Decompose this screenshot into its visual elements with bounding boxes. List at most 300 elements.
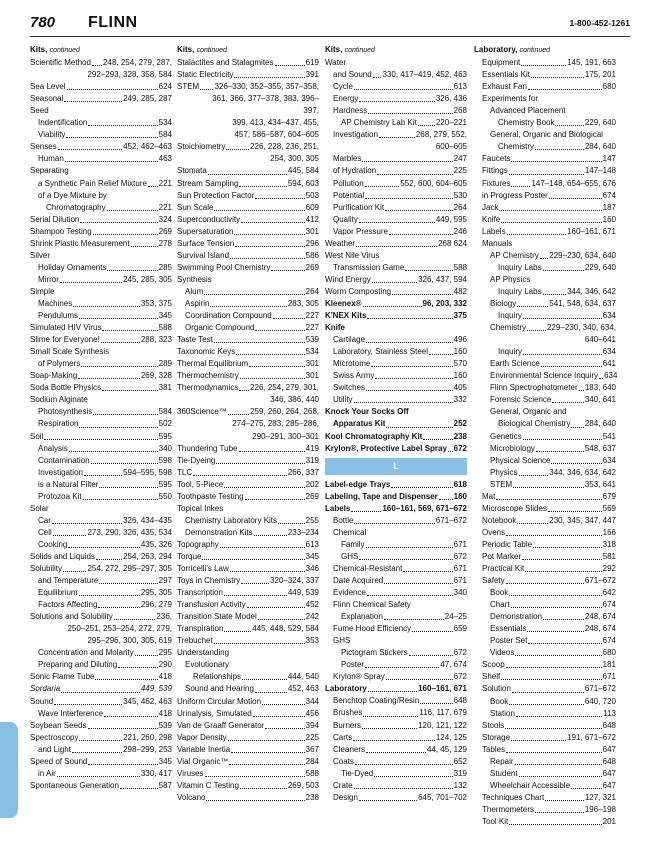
dot-leader bbox=[64, 100, 122, 102]
index-term: Tool Kit bbox=[482, 817, 509, 826]
index-entry bbox=[30, 57, 172, 69]
index-entry bbox=[474, 816, 616, 828]
dot-leader bbox=[208, 173, 287, 175]
page-references: 659 bbox=[453, 624, 467, 634]
index-entry bbox=[177, 443, 319, 455]
dot-leader bbox=[262, 703, 305, 705]
index-term: Quality bbox=[333, 214, 358, 224]
page-references: 680 bbox=[602, 82, 616, 92]
dot-leader bbox=[365, 185, 400, 187]
dot-leader bbox=[515, 763, 602, 765]
index-term: Evidence bbox=[333, 588, 366, 598]
dot-leader bbox=[525, 570, 601, 572]
index-entry bbox=[474, 57, 616, 69]
page-references: 671 bbox=[602, 672, 616, 682]
index-entry bbox=[30, 394, 172, 406]
page-references: 269, 503 bbox=[287, 780, 319, 790]
index-term: Chemistry Book bbox=[498, 118, 555, 128]
index-term: Practical Kit bbox=[482, 564, 525, 574]
index-term: a Synthetic Pain Relief Mixture bbox=[38, 178, 147, 188]
index-entry bbox=[30, 370, 172, 382]
page-references: 246 bbox=[453, 226, 467, 236]
index-entry bbox=[30, 226, 172, 238]
index-entry bbox=[30, 671, 172, 683]
index-term: Slime for Everyone! bbox=[30, 335, 100, 345]
page-references: 647 bbox=[602, 780, 616, 790]
index-entry bbox=[177, 768, 319, 780]
index-entry bbox=[177, 635, 319, 647]
index-term: Labeling, Tape and Dispenser bbox=[325, 491, 438, 501]
index-entry bbox=[177, 575, 319, 587]
page-references: 588 bbox=[158, 323, 172, 333]
index-term: Spectroscopy bbox=[30, 732, 79, 742]
page-references: 181 bbox=[602, 660, 616, 670]
index-entry bbox=[325, 394, 467, 406]
page-references: 127, 321 bbox=[584, 792, 616, 802]
page-references: 160 bbox=[453, 491, 467, 501]
page-references: 225 bbox=[305, 732, 319, 742]
index-entry bbox=[30, 358, 172, 370]
page-references: 346 bbox=[305, 564, 319, 574]
index-term: Poster Set bbox=[490, 636, 528, 646]
page-references: 674 bbox=[602, 190, 616, 200]
index-entry bbox=[177, 659, 319, 671]
dot-leader bbox=[516, 715, 602, 717]
index-entry bbox=[325, 792, 467, 804]
index-entry bbox=[474, 720, 616, 732]
page-references: 652 bbox=[453, 756, 467, 766]
page-references: 391 bbox=[305, 70, 319, 80]
page-references: 340 bbox=[158, 443, 172, 453]
index-entry bbox=[177, 708, 319, 720]
dot-leader bbox=[389, 233, 453, 235]
index-term: Book bbox=[490, 588, 509, 598]
index-entry bbox=[177, 720, 319, 732]
dot-leader bbox=[98, 606, 139, 608]
index-entry bbox=[325, 431, 467, 443]
page-references: 569 bbox=[602, 503, 616, 513]
index-entry bbox=[325, 346, 467, 358]
dot-leader bbox=[224, 486, 304, 488]
index-entry bbox=[30, 286, 172, 298]
index-entry bbox=[325, 93, 467, 105]
index-term: Sodium Alginate bbox=[30, 395, 88, 405]
index-term: Stomata bbox=[177, 166, 207, 176]
index-term: Swimming Pool Chemistry bbox=[177, 262, 271, 272]
dot-leader bbox=[83, 498, 158, 500]
dot-leader bbox=[68, 546, 140, 548]
index-entry bbox=[30, 117, 172, 129]
dot-leader bbox=[375, 377, 452, 379]
index-term: Silver bbox=[30, 250, 51, 260]
dot-leader bbox=[234, 76, 304, 78]
index-term: Transcription bbox=[177, 588, 223, 598]
index-entry bbox=[177, 479, 319, 491]
index-entry bbox=[474, 804, 616, 816]
page-references: 618 bbox=[453, 479, 467, 489]
page-references: 269 bbox=[305, 262, 319, 272]
index-term: Notebook bbox=[482, 515, 517, 525]
page-references: 674 bbox=[602, 636, 616, 646]
index-term: Cooking bbox=[38, 539, 68, 549]
index-term: Evolutionary bbox=[185, 660, 230, 670]
page-references: 581 bbox=[602, 551, 616, 561]
dot-leader bbox=[409, 654, 453, 656]
index-entry bbox=[177, 310, 319, 322]
page-references: 642 bbox=[602, 588, 616, 598]
index-term: Kool Chromatography Kit bbox=[325, 431, 423, 441]
index-term: Stoichiometry bbox=[177, 142, 226, 152]
index-entry bbox=[177, 274, 319, 286]
dot-leader bbox=[519, 474, 549, 476]
dot-leader bbox=[104, 715, 158, 717]
index-term: Viability bbox=[38, 130, 66, 140]
index-entry bbox=[474, 479, 616, 491]
index-entry bbox=[30, 659, 172, 671]
page-references: 264 bbox=[305, 286, 319, 296]
page-references: 196–198 bbox=[584, 804, 616, 814]
continued-term: Kits, bbox=[177, 45, 195, 54]
dot-leader bbox=[67, 88, 158, 90]
index-entry bbox=[325, 262, 467, 274]
dot-leader bbox=[214, 209, 304, 211]
index-term: Burners bbox=[333, 720, 362, 730]
index-term: Soap-Making bbox=[30, 371, 78, 381]
continued-label: continued bbox=[196, 47, 227, 54]
dot-leader bbox=[351, 510, 381, 512]
page-references: 226, 254, 279, 301, bbox=[250, 383, 319, 393]
page-references: 225 bbox=[453, 166, 467, 176]
dot-leader bbox=[247, 606, 305, 608]
dot-leader bbox=[148, 185, 158, 187]
dot-leader bbox=[386, 426, 452, 428]
dot-leader bbox=[367, 317, 452, 319]
page-references: 672 bbox=[453, 648, 467, 658]
index-term: Wave Interference bbox=[38, 708, 104, 718]
index-term: Wind Energy bbox=[325, 274, 371, 284]
index-entry bbox=[325, 202, 467, 214]
index-term: Switches bbox=[333, 383, 366, 393]
index-term: Taste Test bbox=[177, 335, 213, 345]
index-entry bbox=[325, 57, 467, 69]
page-header bbox=[30, 14, 630, 36]
index-entry bbox=[30, 744, 172, 756]
dot-leader bbox=[439, 498, 453, 500]
index-term: Wheelchair Accessible bbox=[490, 780, 571, 790]
index-entry bbox=[30, 141, 172, 153]
page-references: 229–230, 634, 640 bbox=[549, 250, 616, 260]
dot-leader bbox=[385, 209, 453, 211]
dot-leader bbox=[210, 305, 286, 307]
page-references: 252 bbox=[453, 419, 467, 429]
index-entry bbox=[474, 394, 616, 406]
index-entry bbox=[30, 250, 172, 262]
page-references: 227 bbox=[305, 311, 319, 321]
index-entry bbox=[474, 635, 616, 647]
index-term: Microtome bbox=[333, 359, 371, 369]
index-term: Spontaneous Generation bbox=[30, 780, 119, 790]
dot-leader bbox=[44, 438, 157, 440]
index-entry bbox=[30, 708, 172, 720]
index-term: Techniques Chart bbox=[482, 792, 545, 802]
index-term: Investigation bbox=[38, 467, 83, 477]
dot-leader bbox=[405, 269, 452, 271]
index-entry bbox=[325, 732, 467, 744]
index-entry bbox=[325, 659, 467, 671]
index-term: Taxonomic Keys bbox=[177, 347, 236, 357]
page-references: 445, 584 bbox=[287, 166, 319, 176]
page-references: 418 bbox=[158, 672, 172, 682]
index-entry: 295–296, 300, 305, 619 bbox=[87, 636, 172, 646]
index-term: Toothpaste Testing bbox=[177, 491, 244, 501]
index-entry bbox=[30, 756, 172, 768]
index-term: Soybean Seeds bbox=[30, 720, 87, 730]
index-term: Vitamin C Testing bbox=[177, 780, 239, 790]
dot-leader bbox=[528, 88, 602, 90]
index-term: Essentials Kit bbox=[482, 70, 531, 80]
dot-leader bbox=[541, 365, 602, 367]
dot-leader bbox=[545, 799, 584, 801]
dot-leader bbox=[366, 389, 453, 391]
dot-leader bbox=[95, 678, 157, 680]
index-entry bbox=[177, 455, 319, 467]
index-term: K'NEX Kits bbox=[325, 311, 367, 321]
dot-leader bbox=[512, 691, 584, 693]
index-entry bbox=[474, 286, 616, 298]
index-entry bbox=[474, 214, 616, 226]
index-entry bbox=[177, 141, 319, 153]
index-term: 360Science™ bbox=[177, 407, 227, 417]
page-references: 645, 701–702 bbox=[418, 792, 467, 802]
index-entry bbox=[177, 671, 319, 683]
dot-leader bbox=[236, 353, 304, 355]
dot-leader bbox=[239, 450, 305, 452]
dot-leader bbox=[242, 678, 287, 680]
index-entry bbox=[30, 190, 172, 202]
page-references: 147 bbox=[602, 154, 616, 164]
page-references: 284 bbox=[305, 756, 319, 766]
dot-leader bbox=[239, 389, 249, 391]
phone-number: 1-800-452-1261 bbox=[569, 18, 630, 28]
index-entry bbox=[177, 346, 319, 358]
dot-leader bbox=[354, 88, 453, 90]
dot-leader bbox=[354, 787, 453, 789]
index-entry: 254, 300, 305 bbox=[270, 154, 319, 164]
dot-leader bbox=[79, 594, 140, 596]
dot-leader bbox=[392, 293, 453, 295]
dot-leader bbox=[359, 799, 417, 801]
header-rule bbox=[30, 36, 630, 37]
index-entry bbox=[30, 732, 172, 744]
index-term: Physical Science bbox=[490, 455, 551, 465]
dot-leader bbox=[363, 715, 418, 717]
index-term: Thundering Tube bbox=[177, 443, 238, 453]
index-entry bbox=[177, 503, 319, 515]
page-references: 588 bbox=[453, 262, 467, 272]
page-references: 345, 462, 463 bbox=[123, 696, 172, 706]
index-term: Static Electricity bbox=[177, 70, 234, 80]
dot-leader bbox=[356, 245, 437, 247]
page-references: 671–672 bbox=[584, 576, 616, 586]
index-term: Earth Science bbox=[490, 359, 540, 369]
dot-leader bbox=[255, 691, 287, 693]
index-term: Worm Composting bbox=[325, 286, 392, 296]
index-entry bbox=[30, 262, 172, 274]
page-references: 227 bbox=[305, 323, 319, 333]
index-entry bbox=[177, 683, 319, 695]
page-references: 405 bbox=[453, 383, 467, 393]
index-term: Label-edge Trays bbox=[325, 479, 391, 489]
index-entry: 640–641 bbox=[584, 335, 616, 345]
index-term: Krylon®, Protective Label Spray bbox=[325, 443, 447, 453]
index-term: Mat bbox=[482, 491, 496, 501]
index-term: Tool, 5-Piece bbox=[177, 479, 224, 489]
index-entry bbox=[474, 431, 616, 443]
page-references: 254, 263, 294 bbox=[123, 551, 172, 561]
index-entry: 290–291, 300–301 bbox=[252, 431, 319, 441]
index-entry: 399, 413, 434–437, 455, bbox=[232, 118, 319, 128]
page-references: 419 bbox=[305, 443, 319, 453]
index-entry bbox=[474, 780, 616, 792]
index-entry bbox=[325, 599, 467, 611]
dot-leader bbox=[366, 341, 453, 343]
index-term: Hardness bbox=[333, 106, 368, 116]
dot-leader bbox=[79, 739, 122, 741]
dot-leader bbox=[273, 317, 305, 319]
dot-leader bbox=[241, 221, 304, 223]
index-term: Water bbox=[325, 58, 347, 68]
index-entry bbox=[325, 611, 467, 623]
index-term: Transfusion Activity bbox=[177, 600, 246, 610]
index-entry bbox=[30, 575, 172, 587]
index-entry bbox=[474, 153, 616, 165]
index-term: Understanding bbox=[177, 648, 230, 658]
page-references: 647 bbox=[602, 744, 616, 754]
page-references: 221, 260, 298 bbox=[123, 732, 172, 742]
page-references: 482 bbox=[453, 286, 467, 296]
continued-label: continued bbox=[344, 47, 375, 54]
dot-leader bbox=[448, 450, 453, 452]
index-term: Synthesis bbox=[177, 274, 212, 284]
index-term: Uniform Circular Motion bbox=[177, 696, 262, 706]
index-column-2 bbox=[177, 44, 319, 804]
index-term: Survival Island bbox=[177, 250, 230, 260]
index-term: Speed of Sound bbox=[30, 756, 88, 766]
page-references: 640, 720 bbox=[584, 696, 616, 706]
dot-leader bbox=[224, 594, 287, 596]
index-entry bbox=[30, 539, 172, 551]
index-entry bbox=[325, 165, 467, 177]
dot-leader bbox=[384, 582, 452, 584]
index-entry bbox=[177, 81, 319, 93]
page-references: 248, 674 bbox=[584, 624, 616, 634]
index-term: Vial Organic™ bbox=[177, 756, 229, 766]
index-term: Soil bbox=[30, 431, 44, 441]
page-references: 289 bbox=[158, 359, 172, 369]
page-references: 452, 463 bbox=[287, 684, 319, 694]
dot-leader bbox=[517, 522, 548, 524]
index-entry bbox=[474, 105, 616, 117]
page-references: 634 bbox=[602, 347, 616, 357]
dot-leader bbox=[79, 426, 157, 428]
index-term: of Hydration bbox=[333, 166, 377, 176]
index-term: in Progress Poster bbox=[482, 190, 548, 200]
page-references: 326, 437, 594 bbox=[418, 274, 467, 284]
page-references: 594, 603 bbox=[287, 178, 319, 188]
page-references: 502 bbox=[158, 419, 172, 429]
index-term: Vapor Density bbox=[177, 732, 227, 742]
index-entry bbox=[30, 322, 172, 334]
index-entry bbox=[325, 370, 467, 382]
dot-leader bbox=[88, 763, 157, 765]
dot-leader bbox=[231, 751, 304, 753]
page-references: 541, 548, 634, 637 bbox=[549, 298, 616, 308]
index-entry bbox=[30, 780, 172, 792]
page-references: 296 bbox=[305, 238, 319, 248]
index-term: Pot Marker bbox=[482, 551, 522, 561]
index-entry bbox=[474, 467, 616, 479]
page-references: 191, 671–672 bbox=[567, 732, 616, 742]
index-entry bbox=[474, 238, 616, 250]
page-references: 353 bbox=[305, 636, 319, 646]
dot-leader bbox=[79, 317, 158, 319]
dot-leader bbox=[366, 751, 426, 753]
page-references: 345 bbox=[158, 756, 172, 766]
index-term: General, Organic and bbox=[490, 407, 567, 417]
index-term: Human bbox=[38, 154, 64, 164]
index-term: General, Organic and Biological bbox=[490, 130, 603, 140]
index-entry bbox=[474, 659, 616, 671]
page-references: 248, 254, 279, 287, bbox=[103, 58, 172, 68]
dot-leader bbox=[54, 703, 122, 705]
page-references: 449, 539 bbox=[140, 684, 172, 694]
page-references: 539 bbox=[305, 335, 319, 345]
index-term: Genetics bbox=[490, 431, 522, 441]
index-entry bbox=[325, 587, 467, 599]
index-entry bbox=[30, 455, 172, 467]
index-column-1 bbox=[30, 44, 172, 792]
dot-leader bbox=[52, 522, 122, 524]
index-term: Indentification bbox=[38, 118, 88, 128]
dot-leader bbox=[359, 558, 452, 560]
dot-leader bbox=[509, 703, 584, 705]
dot-leader bbox=[386, 678, 453, 680]
page-references: 319 bbox=[305, 455, 319, 465]
page-references: 298–299, 253 bbox=[123, 744, 172, 754]
index-entry bbox=[474, 358, 616, 370]
continued-heading bbox=[474, 44, 616, 57]
index-entry bbox=[474, 696, 616, 708]
page-references: 132 bbox=[453, 780, 467, 790]
page-references: 648 bbox=[453, 696, 467, 706]
page-references: 116, 117, 679 bbox=[419, 708, 467, 718]
continued-heading bbox=[325, 44, 467, 57]
dot-leader bbox=[354, 522, 434, 524]
index-entry bbox=[30, 599, 172, 611]
page-references: 584 bbox=[158, 130, 172, 140]
index-entry bbox=[325, 744, 467, 756]
dot-leader bbox=[549, 197, 602, 199]
index-term: Chemistry bbox=[490, 323, 527, 333]
index-term: in Air bbox=[38, 768, 56, 778]
index-entry bbox=[474, 551, 616, 563]
page-references: 269 bbox=[158, 226, 172, 236]
index-term: Microscope Slides bbox=[482, 503, 547, 513]
page-references: 613 bbox=[305, 539, 319, 549]
page-references: 367 bbox=[305, 744, 319, 754]
index-entry: 361, 366, 377–378, 383, 396–397, bbox=[212, 94, 319, 116]
dot-leader bbox=[362, 727, 417, 729]
